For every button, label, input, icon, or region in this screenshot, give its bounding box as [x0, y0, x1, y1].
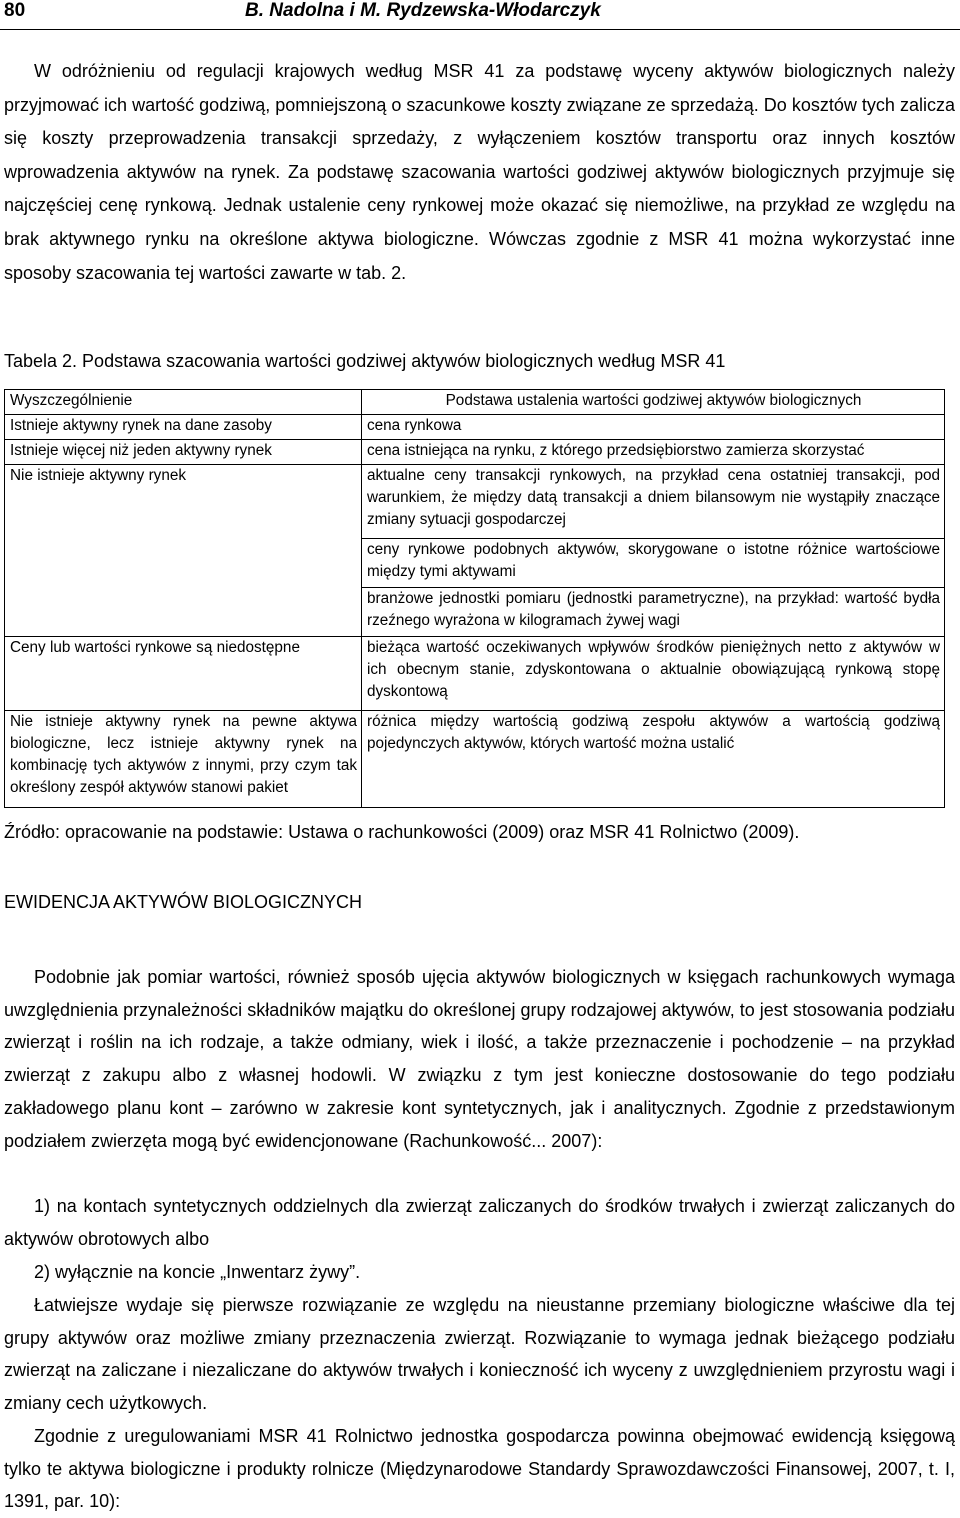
table-cell-left: Istnieje więcej niż jeden aktywny rynek	[5, 440, 362, 465]
table-header-basis: Podstawa ustalenia wartości godziwej aktywów biologicznych	[362, 390, 945, 415]
table-row	[5, 465, 945, 538]
table-cell-right: cena istniejąca na rynku, z którego przedsiębiorstwo zamierza skorzystać	[362, 440, 945, 465]
page-header	[0, 0, 960, 30]
table-cell-right: aktualne ceny transakcji rynkowych, na przykład cena ostatniej transakcji, pod warunkiem, że między datą transakcji a dniem bilansowym nie wystąpiły znaczące zmiany sytuacji gospodarczej	[362, 465, 945, 538]
running-head: B. Nadolna i M. Rydzewska-Włodarczyk	[245, 0, 601, 21]
list-item-2: 2) wyłącznie na koncie „Inwentarz żywy”.	[34, 1262, 361, 1282]
table-caption: Tabela 2. Podstawa szacowania wartości godziwej aktywów biologicznych według MSR 41	[4, 351, 726, 371]
table-cell-left: Istnieje aktywny rynek na dane zasoby	[5, 415, 362, 440]
paragraph-intro: W odróżnieniu od regulacji krajowych według MSR 41 za podstawę wyceny aktywów biologicznych należy przyjmować ich wartość godziwą, pomniejszoną o szacunkowe koszty związane ze sprzedażą. Do kosztów tych zalicza się koszty przeprowadzenia transakcji sprzedaży, z wyłączeniem kosztów transportu oraz innych kosztów wprowadzenia aktywów na rynek. Za podstawę szacowania wartości godziwej aktywów biologicznych przyjmuje się najczęściej cenę rynkową. Jednak ustalenie ceny rynkowej może okazać się niemożliwe, na przykład ze względu na brak aktywnego rynku na określone aktywa biologiczne. Wówczas zgodnie z MSR 41 można wykorzystać inne sposoby szacowania tej wartości zawarte w tab. 2.	[4, 61, 955, 283]
table-cell-right: różnica między wartością godziwą zespołu aktywów a wartością godziwą pojedynczych aktywów, których wartość można ustalić	[362, 710, 945, 807]
table-row	[5, 637, 945, 710]
table-cell-right: bieżąca wartość oczekiwanych wpływów środków pieniężnych netto z aktywów w ich obecnym stanie, zdyskontowana o aktualnie obowiązującą rynkową stopę dyskontową	[362, 637, 945, 710]
valuation-table	[4, 389, 945, 808]
table-cell-right: ceny rynkowe podobnych aktywów, skorygowane o istotne różnice wartościowe między tymi aktywami	[362, 538, 945, 587]
paragraph-body: Zgodnie z uregulowaniami MSR 41 Rolnictwo jednostka gospodarcza powinna obejmować ewidencją księgową tylko te aktywa biologiczne i produkty rolnicze (Międzynarodowe Standardy Sprawozdawczości Finansowej, 2007, t. I, 1391, par. 10):	[4, 1426, 955, 1512]
table-cell-right: branżowe jednostki pomiaru (jednostki parametryczne), na przykład: wartość bydła rzeźnego wyrażona w kilogramach żywej wagi	[362, 588, 945, 637]
list-item-1: 1) na kontach syntetycznych oddzielnych dla zwierząt zaliczanych do środków trwałych i zwierząt zaliczanych do aktywów obrotowych albo	[4, 1196, 955, 1249]
paragraph-body: Podobnie jak pomiar wartości, również sposób ujęcia aktywów biologicznych w księgach rachunkowych wymaga uwzględnienia przynależności składników majątku do określonej grupy rodzajowej aktywów, to jest stosowania podziału zwierząt i roślin na ich rodzaje, a także odmiany, wiek i ilość, a także przeznaczenie i pochodzenie – na przykład zwierząt z zakupu albo z własnej hodowli. W związku z tym jest konieczne dostosowanie do tego podziału zakładowego planu kont – zarówno w zakresie kont syntetycznych, jak i analitycznych. Zgodnie z przedstawionym podziałem zwierzęta mogą być ewidencjonowane (Rachunkowość... 2007):	[4, 967, 955, 1151]
table-source: Źródło: opracowanie na podstawie: Ustawa o rachunkowości (2009) oraz MSR 41 Rolnictwo (2009).	[4, 822, 800, 842]
table-cell-left: Nie istnieje aktywny rynek na pewne aktywa biologiczne, lecz istnieje aktywny rynek na kombinację tych aktywów z innymi, przy czym tak określony zespół aktywów stanowi pakiet	[5, 710, 362, 807]
table-header-item: Wyszczególnienie	[5, 390, 362, 415]
table-row	[5, 710, 945, 807]
paragraph-body: Łatwiejsze wydaje się pierwsze rozwiązanie ze względu na nieustanne przemiany biologiczne właściwe dla tej grupy aktywów oraz możliwe zmiany przeznaczenia zwierząt. Rozwiązanie to wymaga jednak bieżącego podziału zwierząt na zaliczane i niezaliczane do aktywów trwałych i konieczność ich wyceny z uwzględnieniem przyrostu wagi i zmiany cech użytkowych.	[4, 1295, 955, 1414]
table-row	[5, 440, 945, 465]
table-cell-right: cena rynkowa	[362, 415, 945, 440]
table-header-row	[5, 390, 945, 415]
section-heading: EWIDENCJA AKTYWÓW BIOLOGICZNYCH	[4, 892, 363, 912]
table-cell-left: Ceny lub wartości rynkowe są niedostępne	[5, 637, 362, 710]
page-number: 80	[4, 0, 26, 21]
table-cell-left: Nie istnieje aktywny rynek	[5, 465, 362, 637]
table-row	[5, 415, 945, 440]
